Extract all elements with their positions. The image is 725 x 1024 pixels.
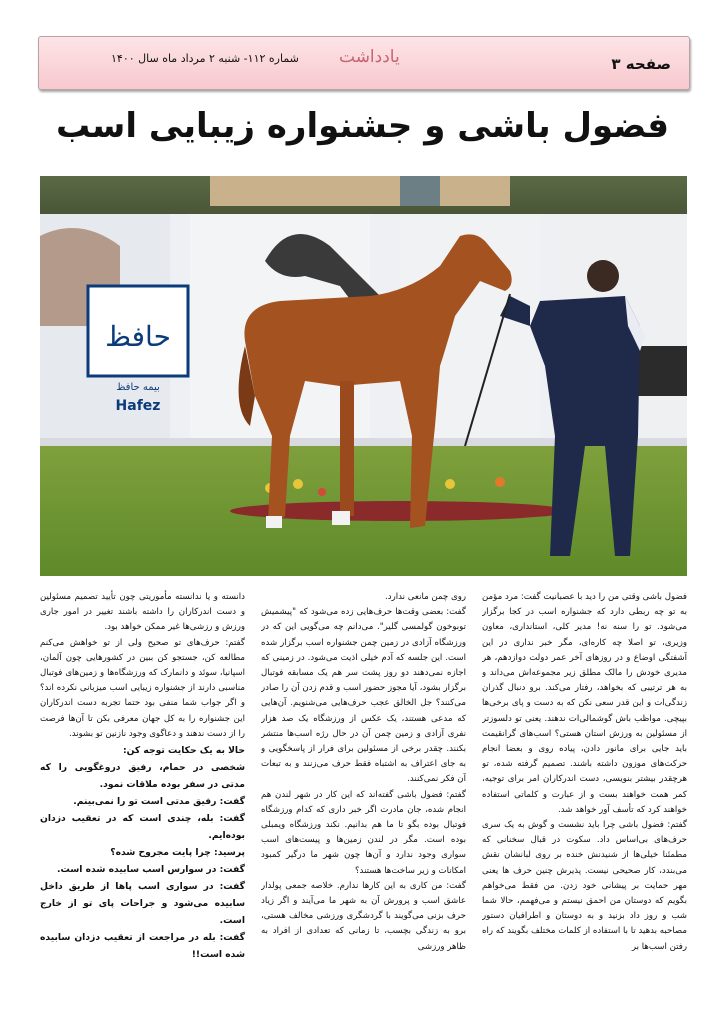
article-column-3 — [40, 590, 245, 1010]
article-title: فضول باشی و جشنواره زیبایی اسب — [55, 106, 670, 146]
paragraph: گفتم: فضول باشی چرا باید نشست و گوش به یک سری حرف‌های بی‌اساس داد. سکوت در قبال سخنانی که مطمئنا خیلی‌ها از شنیدنش خنده بر روی لبانشان نقش می‌بندد، کار صحیحی نیست. پذیرش چنین حرف ها یعنی مهر حمایت بر پیشانی خود زدن. من فقط می‌خواهم بگویم که دوستان من احمق نیستم و می‌فهمم، حالا شما شب و روز داد بزنید و به دوستان و اطرافیان دستور مصاحبه بدهید تا با استفاده از کلمات مختلف بگویند که راه رفتن اسب‌ها بر — [482, 820, 687, 952]
story-line: گفت: بله، چندی است که در تعقیب دزدان بوده‌ایم. — [40, 813, 245, 842]
article-column-2 — [261, 590, 466, 1010]
story-heading: حالا به یک حکایت توجه کن: — [122, 745, 245, 757]
paragraph: گفت: بعضی وقت‌ها حرف‌هایی زده می‌شود که "پیشمیش توبوخون گولمسی گلیر". می‌دانم چه می‌گویی این که در ورزشگاه آزادی در زمین چمن جشنواره اسب برگزار شده است. این جلسه که آدم خیلی اذیت می‌شود. در زمینی که اجازه نمی‌دهند دو روز پشت سر هم یک مسابقه فوتبال برگزار بشود، آیا مجوز حضور اسب و قدم زدن آن را صادر می‌کنند؟ جل الخالق عجب حرف‌هایی می‌شنویم. آن‌هایی که مدعی هستند، یک عکس از ورزشگاه یک صد هزار نفری آزادی و زمین چمن آن در حال رژه اسب‌ها منتشر بکنند. چقدر برخی از مسئولین برای فرار از پاسخگویی و به جای اعتراف به اشتباه فقط حرف می‌زنند و به تبعات آن فکر نمی‌کنند. — [261, 607, 466, 785]
story-line: گفت: در سواری اسب پاها از طریق داخل سابیده می‌شود و جراحات پای تو از خارج است. — [40, 881, 245, 927]
paragraph: گفتم: حرف‌های تو صحیح ولی از تو خواهش می‌کنم مطالعه کن، جستجو کن ببین در کشورهایی چون آلمان، اسپانیا، سوئد و دانمارک که ورزشگاه‌ها و زمین‌های فوتبال مناسبی دارند از جشنواره زیبایی اسب میزبانی نکرده اند؟ و اگر جواب شما منفی بود حتما تجربه دست اندرکاران این جشنواره را به کل جهان معرفی بکن تا آن‌ها فرصت را از دست ندهند و دعاگوی وجود نازنین تو بشوند. — [40, 637, 245, 739]
story-line: گفت: بله در مراجعت از تعقیب دزدان سابیده شده است!! — [40, 932, 245, 961]
banner-latin-text: Hafez — [115, 398, 161, 414]
paragraph: فضول باشی وقتی من را دید با عصبانیت گفت: مرد مؤمن به تو چه ربطی دارد که جشنواره اسب در کجا برگزار می‌شود. تو را سنه نه! مدیر کلی، استانداری، معاون وزیری، تو اصلا چه کاره‌ای، مگر خبر نداری در این آشفتگی اوضاع و در روزهای آخر عمر دولت دوازدهم، هر مدیری خودش را مالک مطلق زیر مجموعه‌اش می‌داند و به هر ترتیبی که بخواهد، رفتار می‌کند. برو دنبال گذران زندگی‌ات و این قدر سعی نکن که به دست و پای برخی‌ها بپیچی. مواظب باش گوشمالی‌ات ندهند. یعنی تو دلسوزتر از مسئولین به ورزش استان هستی؟ اسب‌های گرانقیمت باید جایی برای مانور دادن، پیاده روی و بعضا انجام حرکت‌های موزون داشته باشند. تصمیم گرفته شده، تو هرچقدر بیشتر بنویسی، دست اندرکاران امر برای توجیه، کمر همت خواهند بست و از عبارت و کلماتی استفاده خواهند کرد که تأسف آور خواهد شد. — [482, 592, 687, 815]
banner-subtext: بیمه حافظ — [116, 382, 160, 393]
horse-show-illustration — [40, 176, 687, 576]
paragraph: گفتم: فضول باشی گفته‌اند که این کار در شهر لندن هم انجام شده، جان مادرت اگر خبر داری که کدام ورزشگاه فوتبال بوده بگو تا ما هم بدانیم. نکند ورزشگاه ویمبلی بوده است. مگر در لندن زمین‌ها و پیست‌های اسب سواری وجود ندارد و آن‌ها چون شهر ما درگیر کمبود امکانات و زیر ساخت‌ها هستند؟ — [261, 789, 466, 876]
story-line: گفت: رفیق مدتی است تو را نمی‌بینم. — [73, 796, 245, 808]
page-number: صفحه ۳ — [611, 55, 671, 73]
issue-info: شماره ۱۱۲- شنبه ۲ مرداد ماه سال ۱۴۰۰ — [111, 52, 299, 65]
paragraph: دانسته و یا ندانسته مأموریتی چون تأیید تصمیم مسئولین و دست اندرکاران را داشته باشند تغییر در امور جاری ورزش و رزشی‌ها غیر ممکن خواهد بود. — [40, 592, 245, 633]
story-line: گفت: در سوارس اسب سابیده شده است. — [57, 864, 245, 876]
paragraph: گفت: من کاری به این کارها ندارم. خلاصه جمعی پولدار عاشق اسب و پرورش آن به شهر ما می‌آیند و اگر زیاد حرف بزنی می‌گویند با گردشگری ورزشی مخالف هستی، برو به زندگی بچسب، تا زمانی که تعدادی از افراد به ظاهر ورزشی — [261, 880, 466, 952]
story-line: شخصی در حمام، رفیق دروغگویی را که مدتی در سفر بوده ملاقات نمود. — [40, 762, 245, 791]
article-column-1 — [482, 590, 687, 1010]
banner-logo: حافظ — [105, 320, 171, 353]
page-header — [38, 36, 690, 90]
paragraph: روی چمن مانعی ندارد. — [385, 592, 466, 602]
article-body — [40, 590, 687, 1010]
section-title: یادداشت — [339, 47, 400, 67]
article-photo — [40, 176, 687, 576]
story-line: پرسید: چرا پایت مجروح شده؟ — [110, 847, 245, 859]
